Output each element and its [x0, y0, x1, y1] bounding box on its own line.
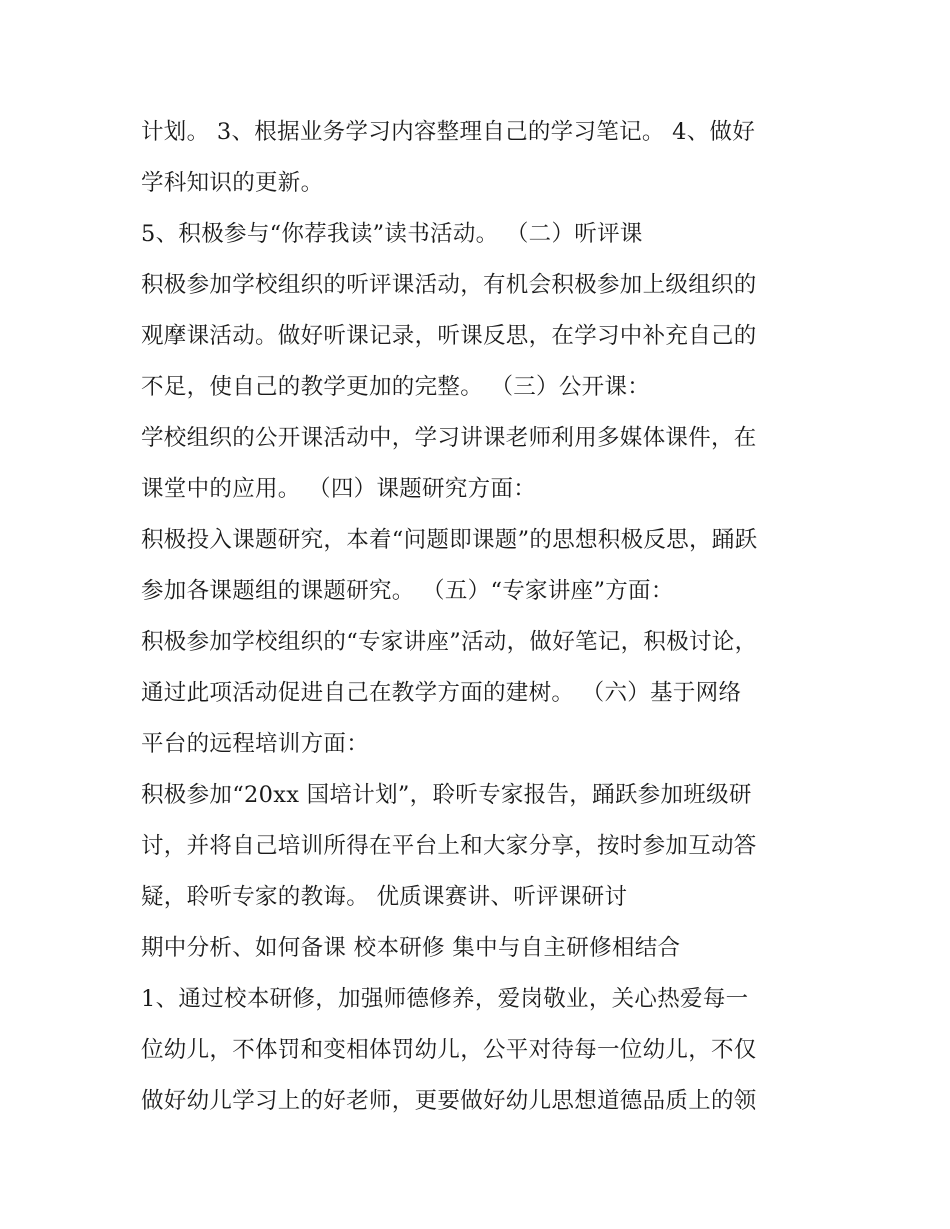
text-line: 1、通过校本研修，加强师德修养，爱岗敬业，关心热爱每一	[141, 986, 749, 1012]
text-line: 观摩课活动。做好听课记录，听课反思，在学习中补充自己的	[141, 323, 757, 349]
text-line: 不足，使自己的教学更加的完整。 （三）公开课：	[141, 374, 651, 400]
text-line: 期中分析、如何备课 校本研修 集中与自主研修相结合	[141, 935, 681, 961]
text-line: 讨，并将自己培训所得在平台上和大家分享，按时参加互动答	[141, 833, 757, 859]
text-line: 学校组织的公开课活动中，学习讲课老师利用多媒体课件，在	[141, 425, 757, 451]
text-line: 参加各课题组的课题研究。 （五）“专家讲座”方面：	[141, 578, 674, 604]
text-line: 疑，聆听专家的教诲。 优质课赛讲、听评课研讨	[141, 884, 628, 910]
text-line: 课堂中的应用。 （四）课题研究方面：	[141, 476, 537, 502]
text-line: 做好幼儿学习上的好老师，更要做好幼儿思想道德品质上的领	[141, 1088, 757, 1114]
text-line: 积极参加学校组织的“专家讲座”活动，做好笔记，积极讨论，	[141, 629, 758, 655]
text-line: 积极参加“20xx 国培计划”，聆听专家报告，踊跃参加班级研	[141, 782, 752, 808]
text-line: 平台的远程培训方面：	[141, 731, 370, 757]
text-line: 位幼儿，不体罚和变相体罚幼儿，公平对待每一位幼儿，不仅	[141, 1037, 757, 1063]
text-line: 通过此项活动促进自己在教学方面的建树。 （六）基于网络	[141, 680, 742, 706]
text-line: 计划。 3、根据业务学习内容整理自己的学习笔记。 4、做好	[141, 119, 756, 145]
text-line: 学科知识的更新。	[141, 170, 324, 196]
text-line: 积极参加学校组织的听评课活动，有机会积极参加上级组织的	[141, 272, 757, 298]
text-line: 5、积极参与“你荐我读”读书活动。 （二）听评课	[141, 221, 643, 247]
document-body	[141, 107, 821, 1127]
text-line: 积极投入课题研究，本着“问题即课题”的思想积极反思，踊跃	[141, 527, 758, 553]
